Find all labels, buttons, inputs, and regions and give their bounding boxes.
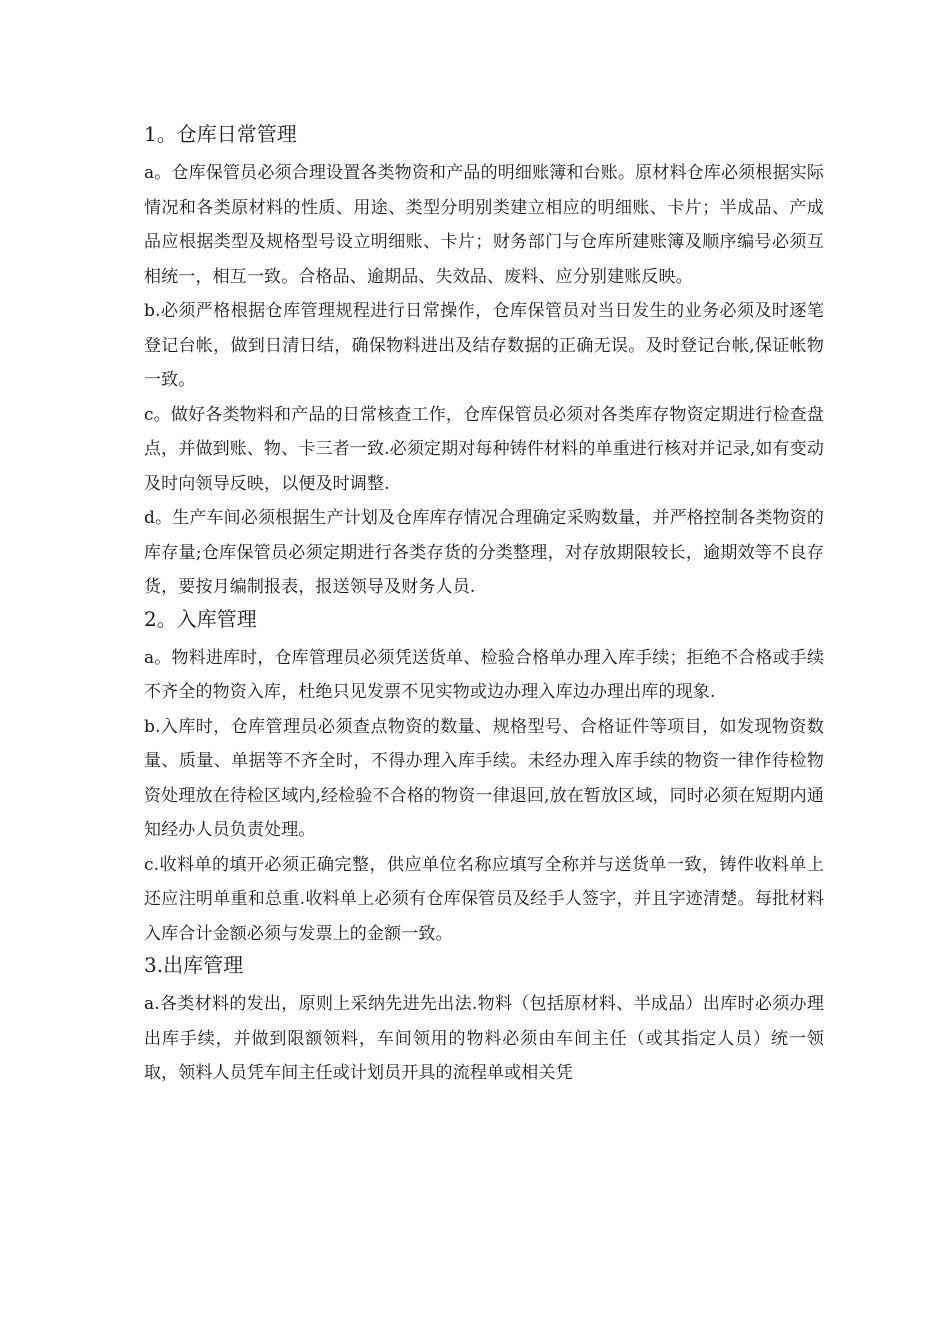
paragraph: c.收料单的填开必须正确完整，供应单位名称应填写全称并与送货单一致，铸件收料单上还应注明单重和总重.收料单上必须有仓库保管员及经手人签字，并且字迹清楚。每批材料入库合计金额必须与发票上的金额一致。 bbox=[144, 854, 824, 944]
paragraph: b.入库时，仓库管理员必须查点物资的数量、规格型号、合格证件等项目，如发现物资数量、质量、单据等不齐全时，不得办理入库手续。未经办理入库手续的物资一律作待检物资处理放在待检区域内,经检验不合格的物资一律退回,放在暂放区域，同时必须在短期内通知经办人员负责处理。 bbox=[144, 716, 824, 840]
section-outbound-management bbox=[144, 951, 824, 1091]
paragraph: a.各类材料的发出，原则上采纳先进先出法.物料（包括原材料、半成品）出库时必须办理出库手续，并做到限额领料，车间领用的物料必须由车间主任（或其指定人员）统一领取，领料人员凭车间主任或计划员开具的流程单或相关凭 bbox=[144, 994, 824, 1083]
section-heading: 2。入库管理 bbox=[144, 606, 257, 631]
document-body bbox=[144, 120, 824, 1091]
section-daily-management bbox=[144, 120, 824, 605]
section-heading: 3.出库管理 bbox=[144, 953, 244, 977]
section-inbound-management bbox=[144, 605, 824, 952]
paragraph: a。物料进库时，仓库管理员必须凭送货单、检验合格单办理入库手续；拒绝不合格或手续不齐全的物资入库，杜绝只见发票不见实物或边办理入库边办理出库的现象. bbox=[144, 647, 824, 702]
paragraph: a。仓库保管员必须合理设置各类物资和产品的明细账簿和台账。原材料仓库必须根据实际情况和各类原材料的性质、用途、类型分明别类建立相应的明细账、卡片；半成品、产成品应根据类型及规格型号设立明细账、卡片；财务部门与仓库所建账簿及顺序编号必须互相统一，相互一致。合格品、逾期品、失效品、废料、应分别建账反映。 bbox=[144, 163, 824, 287]
paragraph: c。做好各类物料和产品的日常核查工作，仓库保管员必须对各类库存物资定期进行检查盘点，并做到账、物、卡三者一致.必须定期对每种铸件材料的单重进行核对并记录,如有变动及时向领导反映，以便及时调整. bbox=[144, 404, 824, 494]
paragraph: b.必须严格根据仓库管理规程进行日常操作，仓库保管员对当日发生的业务必须及时逐笔登记台帐，做到日清日结，确保物料进出及结存数据的正确无误。及时登记台帐,保证帐物一致。 bbox=[144, 301, 824, 390]
paragraph: d。生产车间必须根据生产计划及仓库库存情况合理确定采购数量，并严格控制各类物资的库存量;仓库保管员必须定期进行各类存货的分类整理，对存放期限较长，逾期效等不良存货，要按月编制报表，报送领导及财务人员. bbox=[144, 508, 824, 597]
section-heading: 1。仓库日常管理 bbox=[144, 122, 297, 146]
